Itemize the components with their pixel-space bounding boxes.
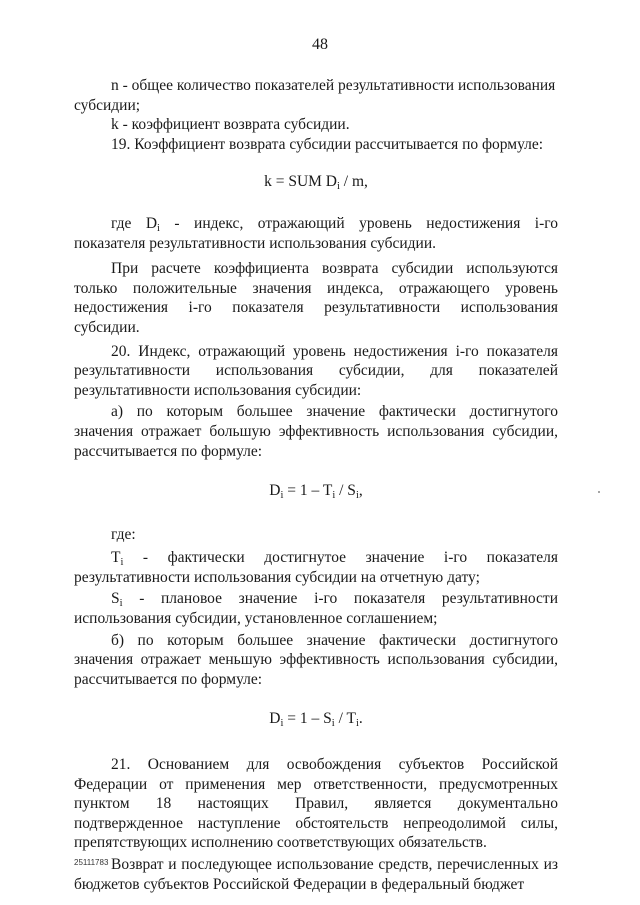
formula-part: = 1 – T <box>283 482 333 500</box>
formula-part: / T <box>334 710 356 728</box>
formula-di-b <box>74 709 558 729</box>
formula-subscript: i <box>355 490 359 502</box>
formula-part: = 1 – S <box>283 710 332 728</box>
formula-di-a <box>74 481 558 501</box>
document-body <box>74 72 558 894</box>
formula-part: / m, <box>339 173 368 191</box>
text-part: T <box>111 549 121 567</box>
page-number: 48 <box>312 36 328 53</box>
paragraph: 21. Основанием для освобождения субъектов Российской Федерации от применения мер ответственности, предусмотренных пунктом 18 настоящих Правил, является документально подтвержденное наступление обстоятельств непреодолимой силы, препятствующих исполнению соответствующих обязательств. <box>74 756 558 852</box>
formula-part: D <box>269 710 281 728</box>
formula-part: / S <box>335 482 356 500</box>
text-line: субсидии; <box>74 96 141 114</box>
paragraph: 20. Индекс, отражающий уровень недостижения i-го показателя результативности использования субсидии, для показателей результативности использования субсидии: <box>74 342 558 399</box>
formula-subscript: i <box>332 490 336 502</box>
formula-part: . <box>358 710 363 728</box>
formula-part: k = SUM D <box>264 173 337 191</box>
paragraph-where-d <box>74 214 558 253</box>
formula-subscript: i <box>355 718 359 730</box>
text-part: S <box>111 590 120 608</box>
paragraph: При расчете коэффициента возврата субсидии используются только положительные значения индекса, отражающего уровень недостижения i-го показателя результативности использования субсидии. <box>74 260 558 336</box>
formula-subscript: i <box>280 718 284 730</box>
formula-subscript: i <box>336 181 340 193</box>
text-line: k - коэффициент возврата субсидии. <box>111 116 350 134</box>
text-line: n - общее количество показателей результативности использования <box>111 77 556 94</box>
text-line: где: <box>111 525 136 543</box>
text-part: - фактически достигнутое значение i-го показателя результативности использования субсидии на отчетную дату; <box>74 549 558 586</box>
scan-speck <box>598 491 600 493</box>
paragraph-si <box>74 589 558 628</box>
text-subscript: i <box>119 598 123 610</box>
text-line: 19. Коэффициент возврата субсидии рассчитывается по формуле: <box>111 135 544 153</box>
text-part: где D <box>111 214 158 232</box>
formula-part: , <box>358 482 363 500</box>
formula-k <box>74 172 558 192</box>
paragraph: б) по которым большее значение фактически достигнутого значения отражает меньшую эффективность использования субсидии, рассчитывается по формуле: <box>74 631 558 688</box>
text-part: - плановое значение i-го показателя результативности использования субсидии, установленное соглашением; <box>74 590 558 628</box>
document-code: 25111783 <box>74 858 109 867</box>
formula-subscript: i <box>331 718 335 730</box>
formula-subscript: i <box>280 490 284 502</box>
formula-part: D <box>269 482 281 500</box>
paragraph-ti <box>74 548 558 587</box>
paragraph: Возврат и последующее использование средств, перечисленных из бюджетов субъектов Российской Федерации в федеральный бюджет <box>74 856 558 893</box>
paragraph: а) по которым большее значение фактически достигнутого значения отражает большую эффективность использования субсидии, рассчитывается по формуле: <box>74 403 558 460</box>
text-part: - индекс, отражающий уровень недостижения i-го показателя результативности использования субсидии. <box>74 214 558 252</box>
text-subscript: i <box>120 557 124 569</box>
text-subscript: i <box>157 222 160 234</box>
